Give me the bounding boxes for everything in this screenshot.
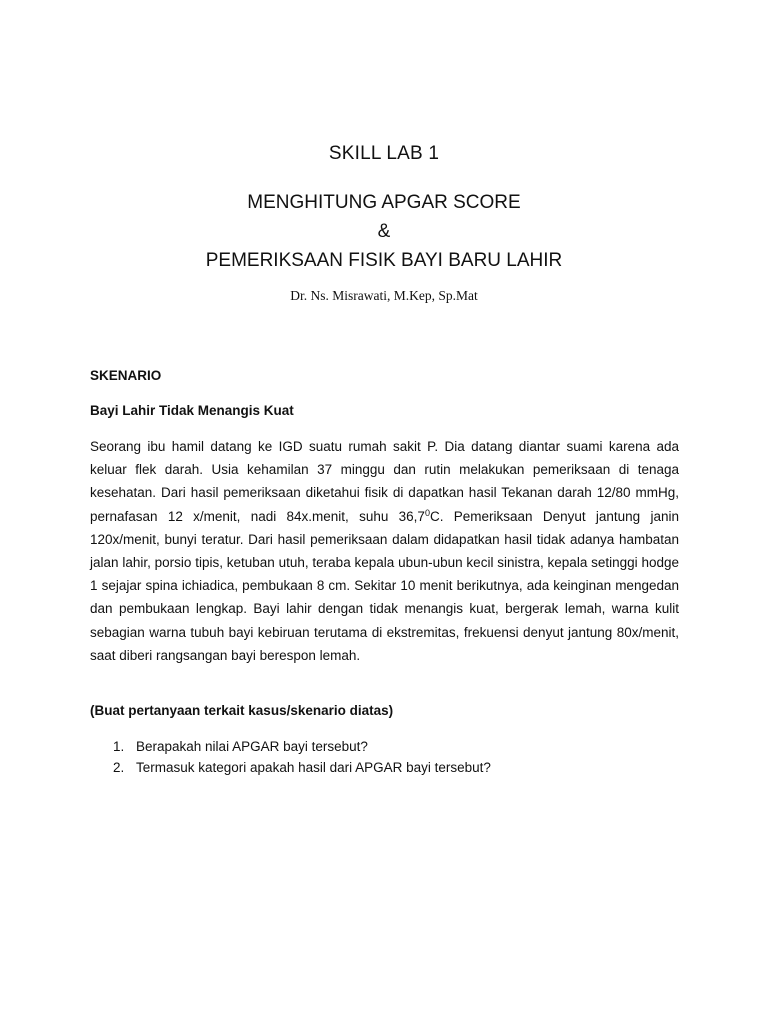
scenario-paragraph	[90, 435, 679, 667]
questions-list	[90, 736, 679, 778]
main-title-line-1: MENGHITUNG APGAR SCORE	[247, 192, 521, 213]
document-main-title	[0, 188, 768, 275]
question-number: 2.	[113, 760, 125, 775]
question-item	[90, 736, 679, 757]
degree-superscript: 0	[424, 507, 430, 518]
scenario-text-part-2: C. Pemeriksaan Denyut jantung janin 120x/menit, bunyi teratur. Dari hasil pemeriksaan dalam didapatkan hasil tidak adanya hambatan jalan lahir, porsio tipis, ketuban utuh, teraba kepala ubun-ubun kecil sinistra, kepala setinggi hodge 1 sejajar spina ichiadica, pembukaan 8 cm. Sekitar 10 menit berikutnya, ada keinginan mengedan dan pembukaan lengkap. Bayi lahir dengan tidak menangis kuat, bergerak lemah, warna kulit sebagian warna tubuh bayi kebiruan terutama di ekstremitas, frekuensi denyut jantung 80x/menit, saat diberi rangsangan bayi berespon lemah.	[90, 508, 679, 663]
scenario-text-part-1: Seorang ibu hamil datang ke IGD suatu rumah sakit P. Dia datang diantar suami karena ada keluar flek darah. Usia kehamilan 37 minggu dan rutin melakukan pemeriksaan di tenaga kesehatan. Dari hasil pemeriksaan diketahui fisik di dapatkan hasil Tekanan darah 12/80 mmHg, pernafasan 12 x/menit, nadi 84x.menit, suhu 36,7	[90, 439, 679, 524]
instruction-text: (Buat pertanyaan terkait kasus/skenario diatas)	[90, 703, 394, 718]
main-title-line-2: &	[377, 221, 391, 242]
question-number: 1.	[113, 739, 125, 754]
question-text: Berapakah nilai APGAR bayi tersebut?	[136, 739, 368, 754]
section-heading-skenario: SKENARIO	[90, 368, 162, 383]
question-item	[90, 757, 679, 778]
case-title: Bayi Lahir Tidak Menangis Kuat	[90, 403, 294, 418]
author-line: Dr. Ns. Misrawati, M.Kep, Sp.Mat	[290, 288, 478, 303]
skill-lab-title: SKILL LAB 1	[328, 143, 440, 164]
question-text: Termasuk kategori apakah hasil dari APGAR bayi tersebut?	[136, 760, 491, 775]
main-title-line-3: PEMERIKSAAN FISIK BAYI BARU LAHIR	[205, 250, 563, 271]
